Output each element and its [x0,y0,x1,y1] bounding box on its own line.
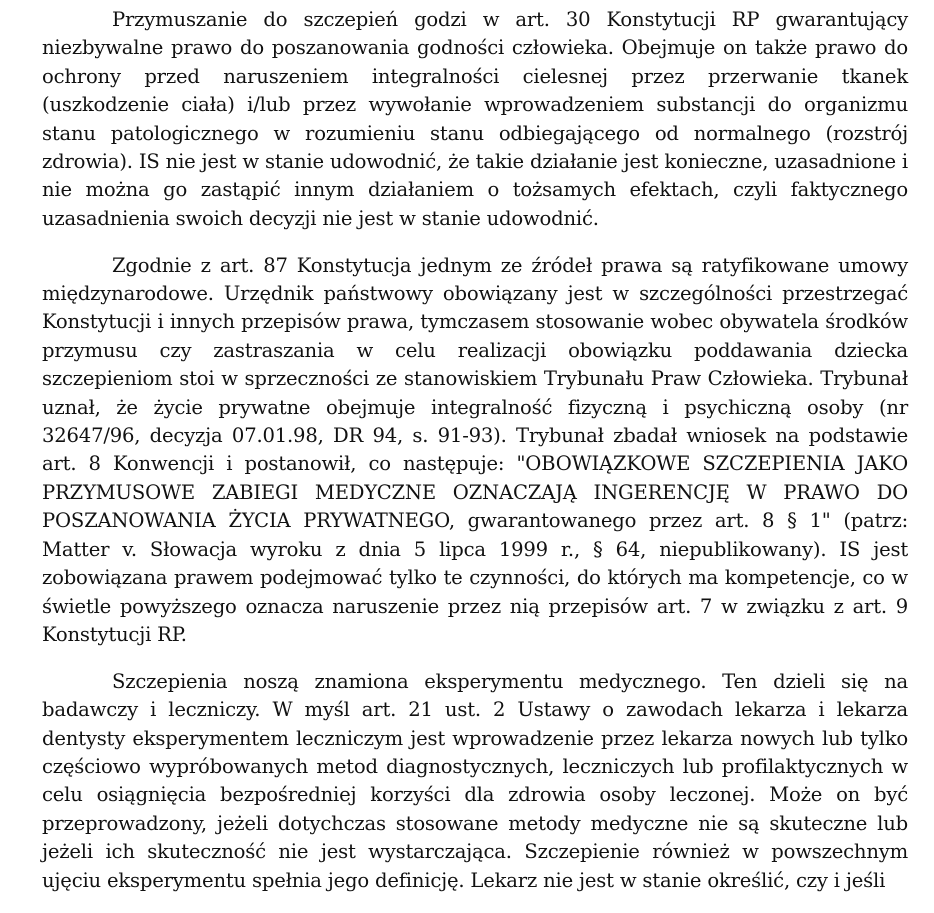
paragraph-medical-experiment: Szczepienia noszą znamiona eksperymentu medycznego. Ten dzieli się na badawczy i leczniczy. W myśl art. 21 ust. 2 Ustawy o zawodach lekarza i lekarza dentysty eksperymentem leczniczym jest wprowadzenie przez lekarza nowych lub tylko częściowo wypróbowanych metod diagnostycznych, leczniczych lub profilaktycznych w celu osiągnięcia bezpośredniej korzyści dla zdrowia osoby leczonej. Może on być przeprowadzony, jeżeli dotychczas stosowane metody medyczne nie są skuteczne lub jeżeli ich skuteczność nie jest wystarczająca. Szczepienie również w powszechnym ujęciu eksperymentu spełnia jego definicję. Lekarz nie jest w stanie określić, czy i jeśli [42,669,908,892]
document-page [42,6,908,913]
paragraph-constitution-art87: Zgodnie z art. 87 Konstytucja jednym ze źródeł prawa są ratyfikowane umowy międzynarodowe. Urzędnik państwowy obowiązany jest w szczególności przestrzegać Konstytucji i innych przepisów prawa, tymczasem stosowanie wobec obywatela środków przymusu czy zastraszania w celu realizacji obowiązku poddawania dziecka szczepieniom stoi w sprzeczności ze stanowiskiem Trybunału Praw Człowieka. Trybunał uznał, że życie prywatne obejmuje integralność fizyczną i psychiczną osoby (nr 32647/96, decyzja 07.01.98, DR 94, s. 91-93). Trybunał zbadał wniosek na podstawie art. 8 Konwencji i postanowił, co następuje: "OBOWIĄZKOWE SZCZEPIENIA JAKO PRZYMUSOWE ZABIEGI MEDYCZNE OZNACZAJĄ INGERENCJĘ W PRAWO DO POSZANOWANIA ŻYCIA PRYWATNEGO, gwarantowanego przez art. 8 § 1" (patrz: Matter v. Słowacja wyroku z dnia 5 lipca 1999 r., § 64, niepublikowany). IS jest zobowiązana prawem podejmować tylko te czynności, do których ma kompetencje, co w świetle powyższego oznacza naruszenie przez nią przepisów art. 7 w związku z art. 9 Konstytucji RP. [42,253,908,646]
paragraph-constitution-art30: Przymuszanie do szczepień godzi w art. 30 Konstytucji RP gwarantujący niezbywalne prawo do poszanowania godności człowieka. Obejmuje on także prawo do ochrony przed naruszeniem integralności cielesnej przez przerwanie tkanek (uszkodzenie ciała) i/lub przez wywołanie wprowadzeniem substancji do organizmu stanu patologicznego w rozumieniu stanu odbiegającego od normalnego (rozstrój zdrowia). IS nie jest w stanie udowodnić, że takie działanie jest konieczne, uzasadnione i nie można go zastąpić innym działaniem o tożsamych efektach, czyli faktycznego uzasadnienia swoich decyzji nie jest w stanie udowodnić. [42,8,908,230]
